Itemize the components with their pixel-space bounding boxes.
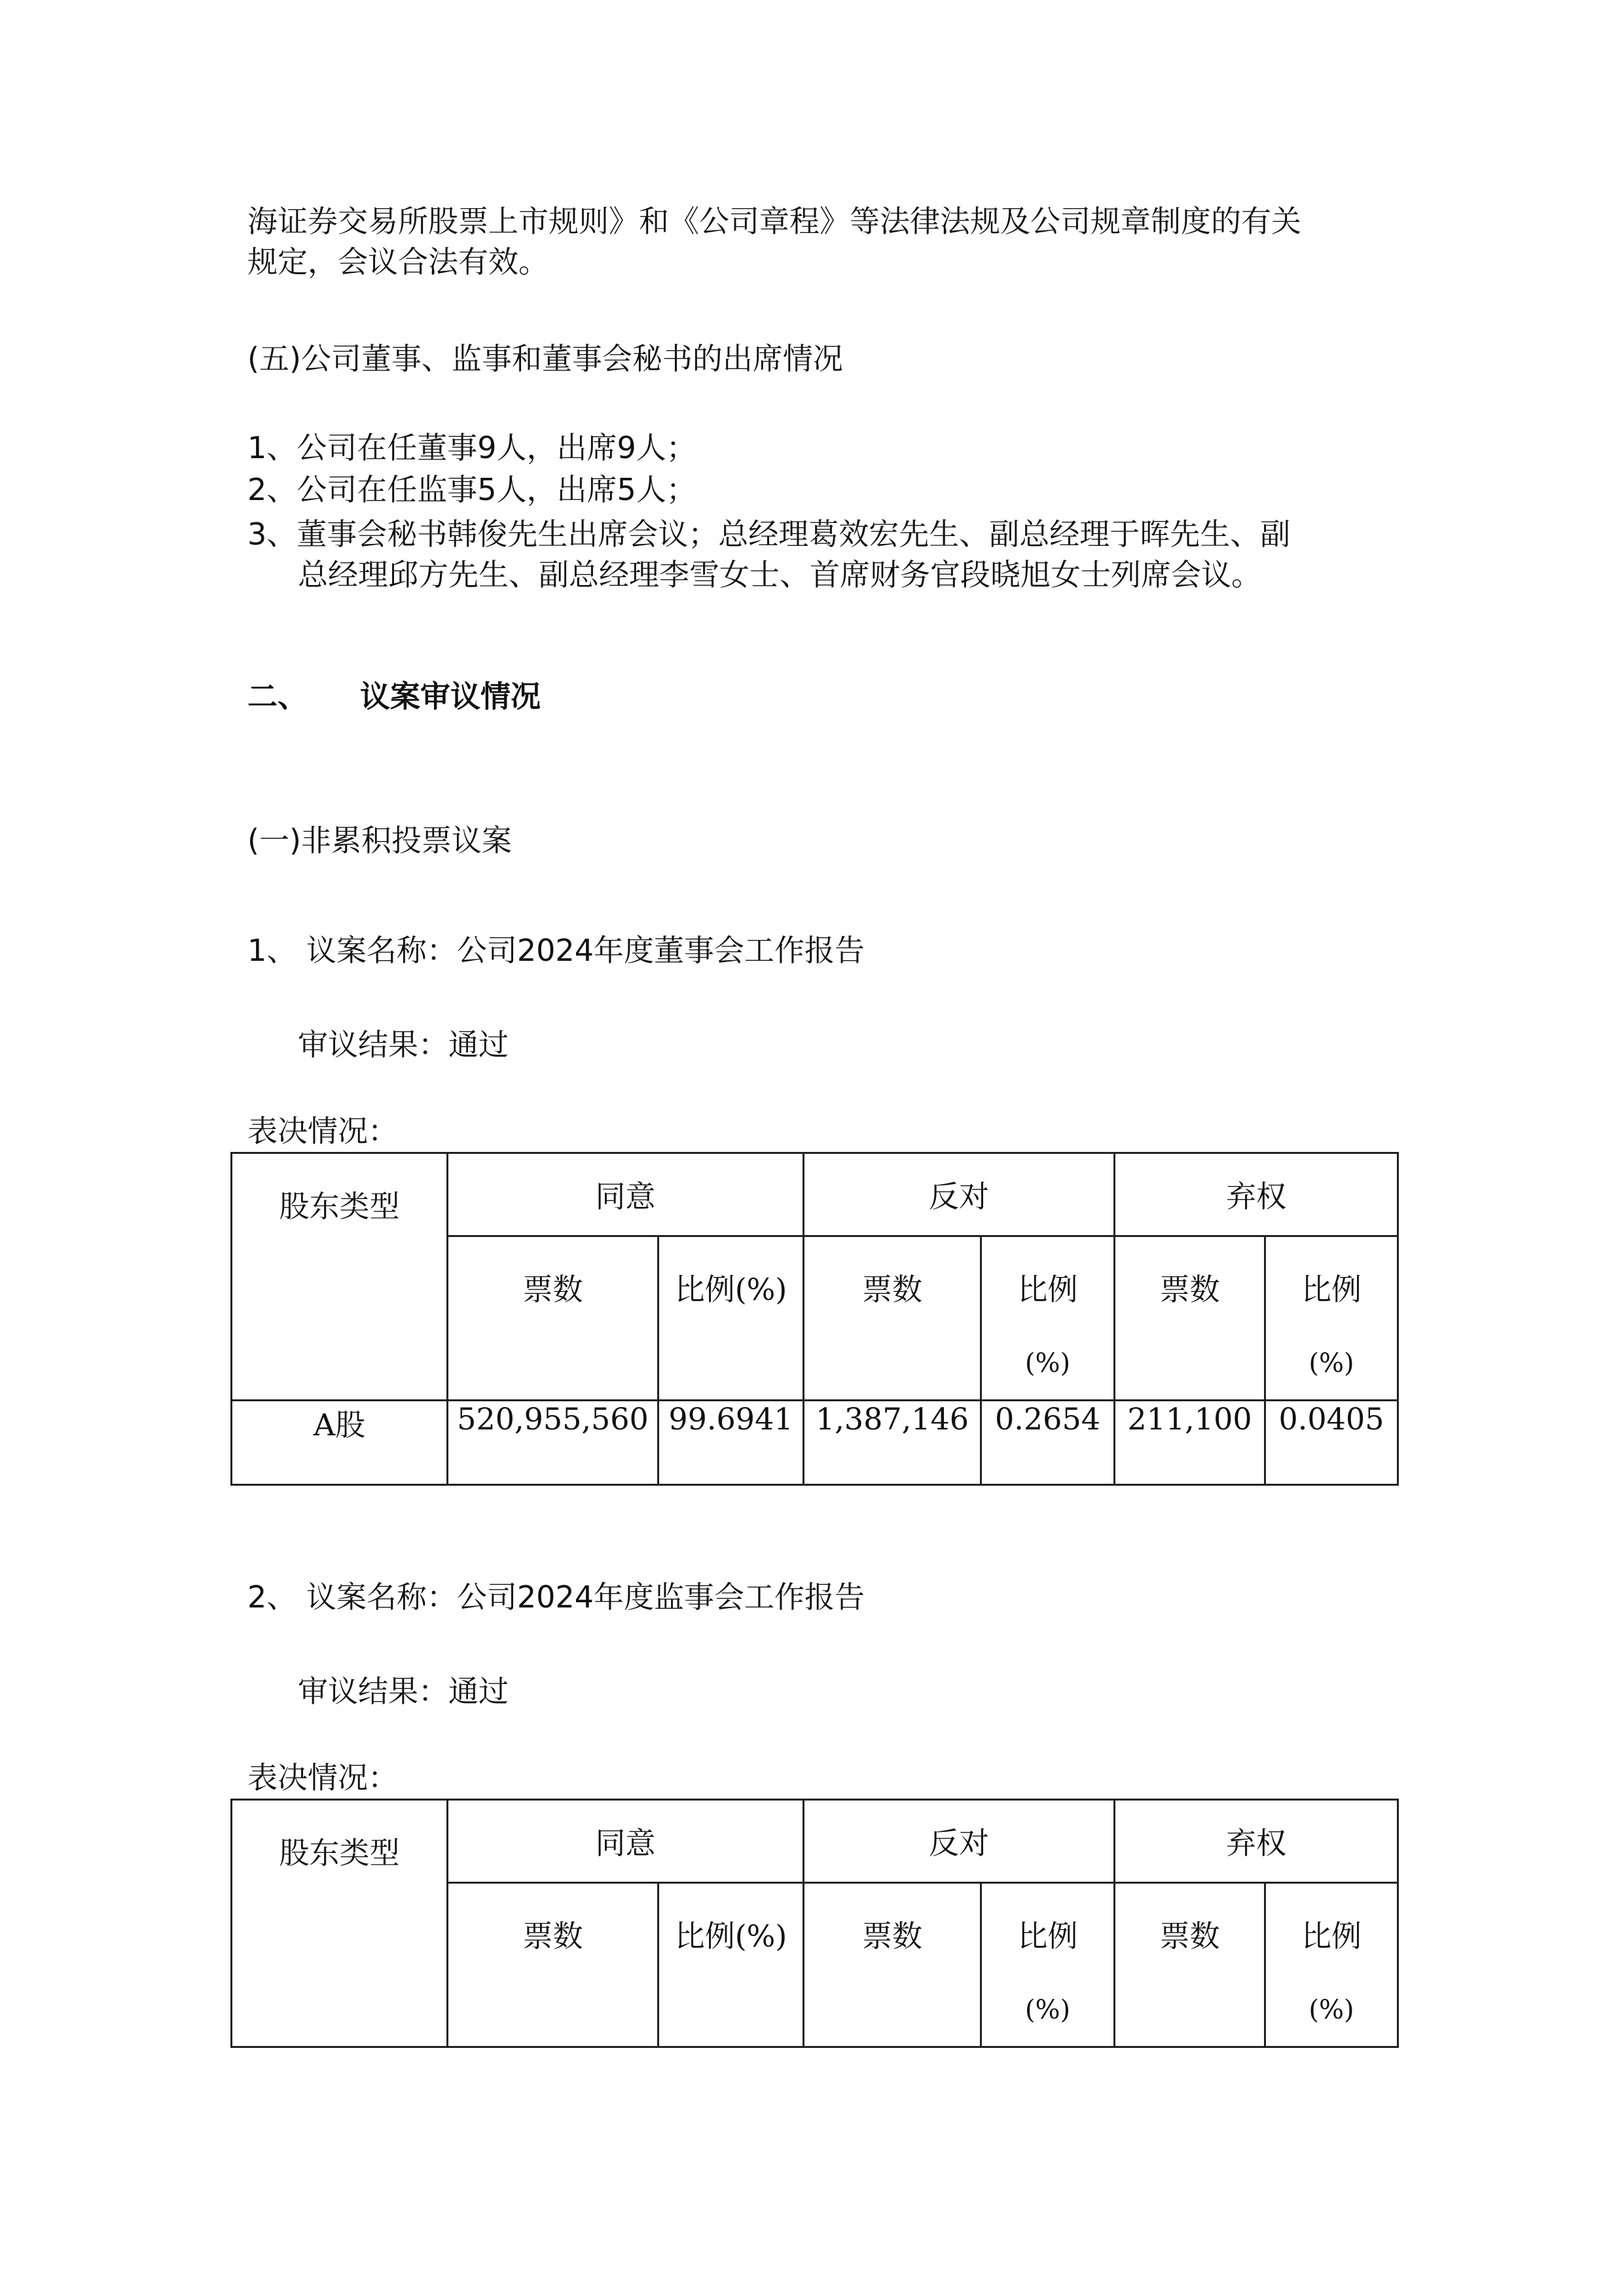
proposal-2-name: 2、 议案名称：公司2024年度监事会工作报告 [247,1579,865,1615]
header-abstain-ratio: 比例 (%) [1265,1236,1398,1401]
section-number: 二、 [247,679,308,714]
header-agree-votes: 票数 [448,1236,659,1401]
cell-against-votes: 1,387,146 [804,1401,981,1485]
header-against-votes: 票数 [804,1883,981,2047]
header-shareholder-type: 股东类型 [232,1800,448,2047]
header-abstain-ratio: 比例 (%) [1265,1883,1398,2047]
header-against-ratio: 比例 (%) [981,1236,1115,1401]
header-against: 反对 [804,1153,1115,1236]
table-row [232,1401,1398,1485]
header-agree: 同意 [448,1800,804,1883]
intro-line-2: 规定，会议合法有效。 [247,244,549,279]
attendance-heading: (五)公司董事、监事和董事会秘书的出席情况 [247,341,843,376]
proposal-1-vote-label: 表决情况： [247,1113,398,1149]
attendance-item-2: 2、公司在任监事5人，出席5人； [247,472,696,507]
attendance-item-3-line-1: 3、董事会秘书韩俊先生出席会议；总经理葛效宏先生、副总经理于晖先生、副 [247,516,1291,552]
cell-against-ratio: 0.2654 [981,1401,1115,1485]
proposal-1-result: 审议结果：通过 [298,1027,509,1062]
header-abstain: 弃权 [1115,1800,1398,1883]
proposal-2-vote-label: 表决情况： [247,1760,398,1795]
header-agree-ratio: 比例(%) [659,1236,804,1401]
proposal-2-result: 审议结果：通过 [298,1674,509,1709]
cell-abstain-votes: 211,100 [1115,1401,1265,1485]
cell-abstain-ratio: 0.0405 [1265,1401,1398,1485]
header-against-ratio: 比例 (%) [981,1883,1115,2047]
header-agree: 同意 [448,1153,804,1236]
header-abstain-votes: 票数 [1115,1883,1265,2047]
cell-agree-ratio: 99.6941 [659,1401,804,1485]
attendance-item-1: 1、公司在任董事9人，出席9人； [247,430,696,465]
attendance-item-3-line-2: 总经理邱方先生、副总经理李雪女士、首席财务官段晓旭女士列席会议。 [298,557,1261,592]
header-against-votes: 票数 [804,1236,981,1401]
header-shareholder-type: 股东类型 [232,1153,448,1401]
subsection-heading: (一)非累积投票议案 [247,823,512,858]
header-agree-votes: 票数 [448,1883,659,2047]
header-abstain: 弃权 [1115,1153,1398,1236]
proposal-1-vote-table [230,1152,1399,1486]
header-against: 反对 [804,1800,1115,1883]
header-abstain-votes: 票数 [1115,1236,1265,1401]
intro-line-1: 海证券交易所股票上市规则》和《公司章程》等法律法规及公司规章制度的有关 [247,204,1301,239]
cell-agree-votes: 520,955,560 [448,1401,659,1485]
proposal-2-vote-table [230,1799,1399,2048]
section-title: 议案审议情况 [360,679,541,714]
header-agree-ratio: 比例(%) [659,1883,804,2047]
cell-type: A股 [232,1401,448,1485]
proposal-1-name: 1、 议案名称：公司2024年度董事会工作报告 [247,933,865,968]
